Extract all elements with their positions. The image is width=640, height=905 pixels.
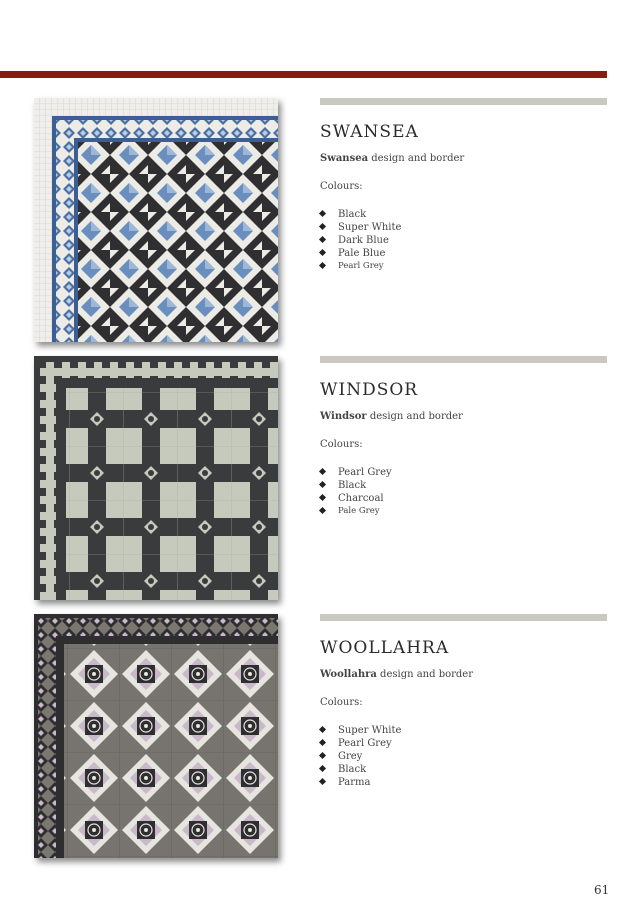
page-number: 61	[594, 883, 610, 897]
colours-list	[320, 466, 607, 518]
top-rule	[0, 71, 607, 78]
colour-item: Black	[320, 208, 607, 221]
colour-item: Pearl Grey	[320, 737, 607, 750]
diamond-bullet-icon	[319, 778, 326, 785]
section-bar	[320, 614, 607, 621]
woollahra-tile-image	[34, 614, 278, 858]
section-title: SWANSEA	[320, 122, 419, 142]
diamond-bullet-icon	[319, 752, 326, 759]
colours-label: Colours:	[320, 439, 363, 450]
swansea-info	[320, 98, 607, 273]
colour-item: Pale Blue	[320, 247, 607, 260]
diamond-bullet-icon	[319, 507, 326, 514]
section-description: Woollahra design and border	[320, 669, 473, 680]
diamond-bullet-icon	[319, 262, 326, 269]
diamond-bullet-icon	[319, 765, 326, 772]
section-title: WINDSOR	[320, 380, 419, 400]
windsor-info	[320, 356, 607, 518]
diamond-bullet-icon	[319, 739, 326, 746]
colours-label: Colours:	[320, 697, 363, 708]
diamond-bullet-icon	[319, 223, 326, 230]
colour-item: Parma	[320, 776, 607, 789]
section-bar	[320, 356, 607, 363]
colour-item: Pale Grey	[320, 505, 607, 518]
colours-list	[320, 208, 607, 273]
colour-item: Dark Blue	[320, 234, 607, 247]
section-title: WOOLLAHRA	[320, 638, 450, 658]
swansea-tile-image	[34, 98, 278, 342]
section-bar	[320, 98, 607, 105]
diamond-bullet-icon	[319, 726, 326, 733]
woollahra-info	[320, 614, 607, 789]
colour-item: Black	[320, 763, 607, 776]
colour-item: Charcoal	[320, 492, 607, 505]
diamond-bullet-icon	[319, 249, 326, 256]
diamond-bullet-icon	[319, 468, 326, 475]
colour-item: Super White	[320, 724, 607, 737]
diamond-bullet-icon	[319, 494, 326, 501]
colour-item: Black	[320, 479, 607, 492]
windsor-tile-image	[34, 356, 278, 600]
colour-item: Grey	[320, 750, 607, 763]
diamond-bullet-icon	[319, 481, 326, 488]
colours-list	[320, 724, 607, 789]
colour-item: Pearl Grey	[320, 466, 607, 479]
diamond-bullet-icon	[319, 236, 326, 243]
colour-item: Super White	[320, 221, 607, 234]
colours-label: Colours:	[320, 181, 363, 192]
colour-item: Pearl Grey	[320, 260, 607, 273]
diamond-bullet-icon	[319, 210, 326, 217]
section-description: Swansea design and border	[320, 153, 465, 164]
section-description: Windsor design and border	[320, 411, 463, 422]
